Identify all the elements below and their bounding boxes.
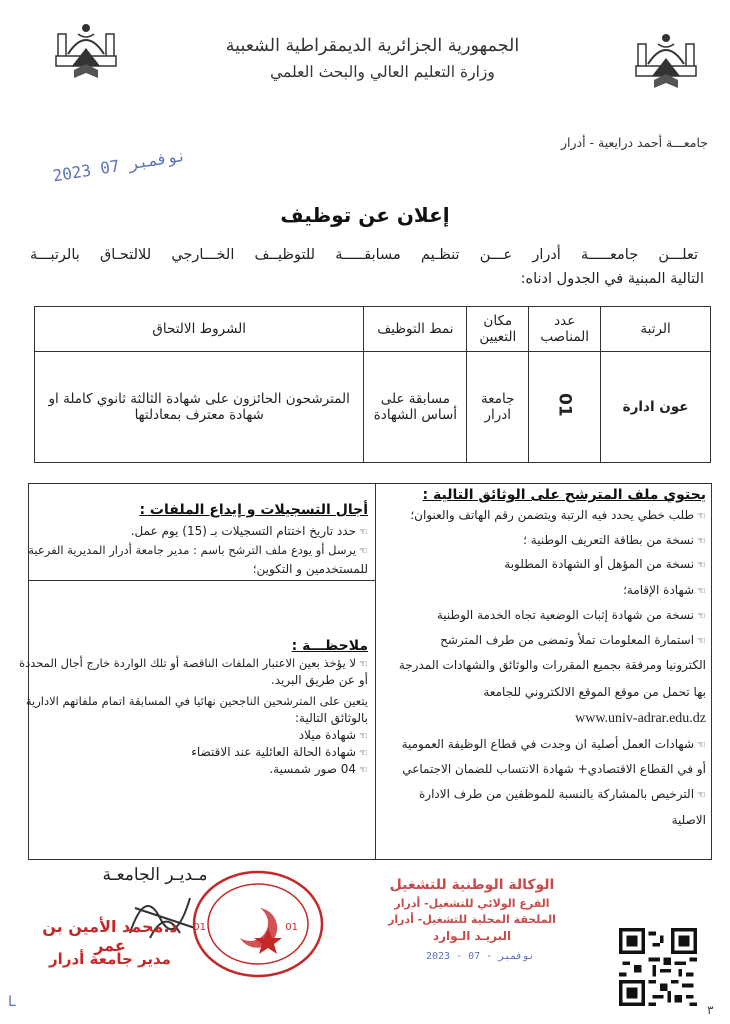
bullet-icon: ☜ [697,636,706,647]
bullet-icon: ☜ [359,748,368,759]
doc-item [623,583,706,597]
initials-mark: ᒪ [8,994,16,1010]
doc-item-text: نسخة من المؤهل أو الشهادة المطلوبة [504,557,695,571]
svg-text:01: 01 [193,922,206,933]
stamp-date: 2023 - 07 - نوفمبر [426,951,535,962]
deadline-item-text: يرسل أو يودع ملف الترشح باسم : مدير جامعة أدرار المديرية الفرعية [28,543,357,557]
doc-item-text: نسخة من بطاقة التعريف الوطنية ؛ [523,533,695,547]
bullet-icon: ☜ [697,511,706,522]
positions-table [34,306,711,463]
cell-place: جامعة ادرار [467,352,529,463]
header-count: عدد المناصب [529,307,601,352]
bullet-icon: ☜ [359,731,368,742]
cell-conditions: المترشحون الحائزون على شهادة الثالثة ثانوي كاملة او شهادة معترف بمعادلتها [35,352,364,463]
note-item [299,728,368,742]
bullet-icon: ☜ [359,546,368,557]
university-logo-right [632,28,700,94]
note-item-text: شهادة ميلاد [298,728,357,742]
documents-heading: يحتوي ملف المترشح على الوثائق التالية : [422,487,706,503]
intro-line-2: التالية المبنية في الجدول ادناه: [520,271,704,287]
doc-item [419,787,706,801]
official-seal-icon [188,868,328,980]
doc-item [410,508,706,522]
doc-item-text: نسخة من شهادة إثبات الوضعية تجاه الخدمة الوطنية [436,608,695,622]
note-item-text: لا يؤخذ بعين الاعتبار الملفات الناقصة أو تلك الواردة خارج أجال المحددة [19,656,357,670]
header-conditions: الشروط الالتحاق [35,307,364,352]
deadline-item [28,543,368,557]
intro-line-1: تعلـــن جامعـــــة أدرار عـــن تنظـيم مسابقـــــة للتوظيــف الخـــارجي للالتحـاق بالرتبـــة [30,247,698,263]
note-item-cont: أو عن طريق البريد. [270,673,368,687]
university-name: جامعـــة أحمد درايعية - أدرار [561,135,708,150]
signature-title: مـديـر الجامعـة [102,865,208,885]
note-item [269,762,368,776]
doc-item [437,608,706,622]
doc-item [402,737,706,751]
cell-mode: مسابقة على أساس الشهادة [364,352,467,463]
bullet-icon: ☜ [359,659,368,670]
republic-header: الجمهورية الجزائرية الديمقراطية الشعبية [225,36,520,56]
header-place: مكان التعيين [467,307,529,352]
doc-item-text: شهادات العمل أصلية ان وجدت في قطاع الوظيفة العمومية [401,737,695,751]
date-stamp: 2023 نوفمبر 07 [51,145,188,186]
bullet-icon: ☜ [359,765,368,776]
deadlines-notes-box [25,483,376,860]
note-item: يتعين على المترشحين الناجحين نهائيا في المسابقة اتمام ملفاتهم الادارية [25,694,368,708]
deadline-item-cont: للمستخدمين و التكوين؛ [252,562,368,576]
bullet-icon: ☜ [697,536,706,547]
bullet-icon: ☜ [697,560,706,571]
doc-item-cont: الكترونيا ومرفقة بجميع المقررات والوثائق والشهادات المدرجة [398,658,706,672]
doc-item-cont: أو في القطاع الاقتصادي+ شهادة الانتساب للضمان الاجتماعي [402,762,706,776]
signatory-role: مدير جامعة أدرار [49,950,171,968]
bullet-icon: ☜ [359,527,368,538]
box-divider [28,580,376,581]
bullet-icon: ☜ [697,790,706,801]
bullet-icon: ☜ [697,611,706,622]
svg-text:01: 01 [285,922,298,933]
announcement-title: إعلان عن توظيف [280,203,450,227]
doc-item [504,557,706,571]
doc-item [523,533,706,547]
note-item-cont: بالوثائق التالية: [294,711,368,725]
qr-code-icon [619,928,697,1006]
note-item-text: شهادة الحالة العائلية عند الاقتضاء [191,745,357,759]
stamp-line-3: الملحقة المحلية للتشغيل- أدرار [388,913,556,926]
deadline-item [131,524,368,538]
notes-heading: ملاحظـــة : [291,638,368,654]
count-value: 01 [554,393,575,417]
doc-item-cont: الاصلية [671,813,706,827]
doc-item [440,633,706,647]
doc-item-text: استمارة المعلومات تملأ وتمضى من طرف المترشح [440,633,695,647]
stamp-line-1: الوكالة الوطنية للتشغيل [389,877,555,893]
note-item-text: 04 صور شمسية. [269,762,357,776]
doc-item-cont: بها تحمل من موقع الموقع الالكتروني للجامعة [483,685,706,699]
header-mode: نمط التوظيف [364,307,467,352]
header-rank: الرتبة [601,307,711,352]
university-website-link[interactable]: www.univ-adrar.edu.dz [575,711,706,726]
doc-item-text: شهادة الإقامة؛ [623,583,695,597]
note-item [19,656,368,670]
cell-rank: عون ادارة [601,352,711,463]
doc-item-text: الترخيص بالمشاركة بالنسبة للموظفين من طرف الادارة [418,787,695,801]
bullet-icon: ☜ [697,740,706,751]
table-header-row [35,307,711,352]
bullet-icon: ☜ [697,586,706,597]
signatory-name: د.محمد الأمين بن عمر [42,917,178,955]
doc-item-text: طلب خطي يحدد فيه الرتبة ويتضمن رقم الهاتف والعنوان؛ [410,508,695,522]
table-row [35,352,711,463]
deadlines-heading: أجال التسجيلات و إيداع الملفات : [139,502,368,518]
university-logo-left [52,18,120,84]
stamp-line-2: الفرع الولائي للتشغيل- أدرار [394,897,550,910]
ministry-header: وزارة التعليم العالي والبحث العلمي [270,63,495,81]
note-item [191,745,368,759]
agency-stamp [372,875,572,975]
stamp-line-4: البريـد الـوارد [432,929,512,943]
page-number: ٣ [707,1003,714,1017]
deadline-item-text: حدد تاريخ اختتام التسجيلات بـ (15) يوم عمل. [130,524,357,538]
cell-count [529,352,601,463]
